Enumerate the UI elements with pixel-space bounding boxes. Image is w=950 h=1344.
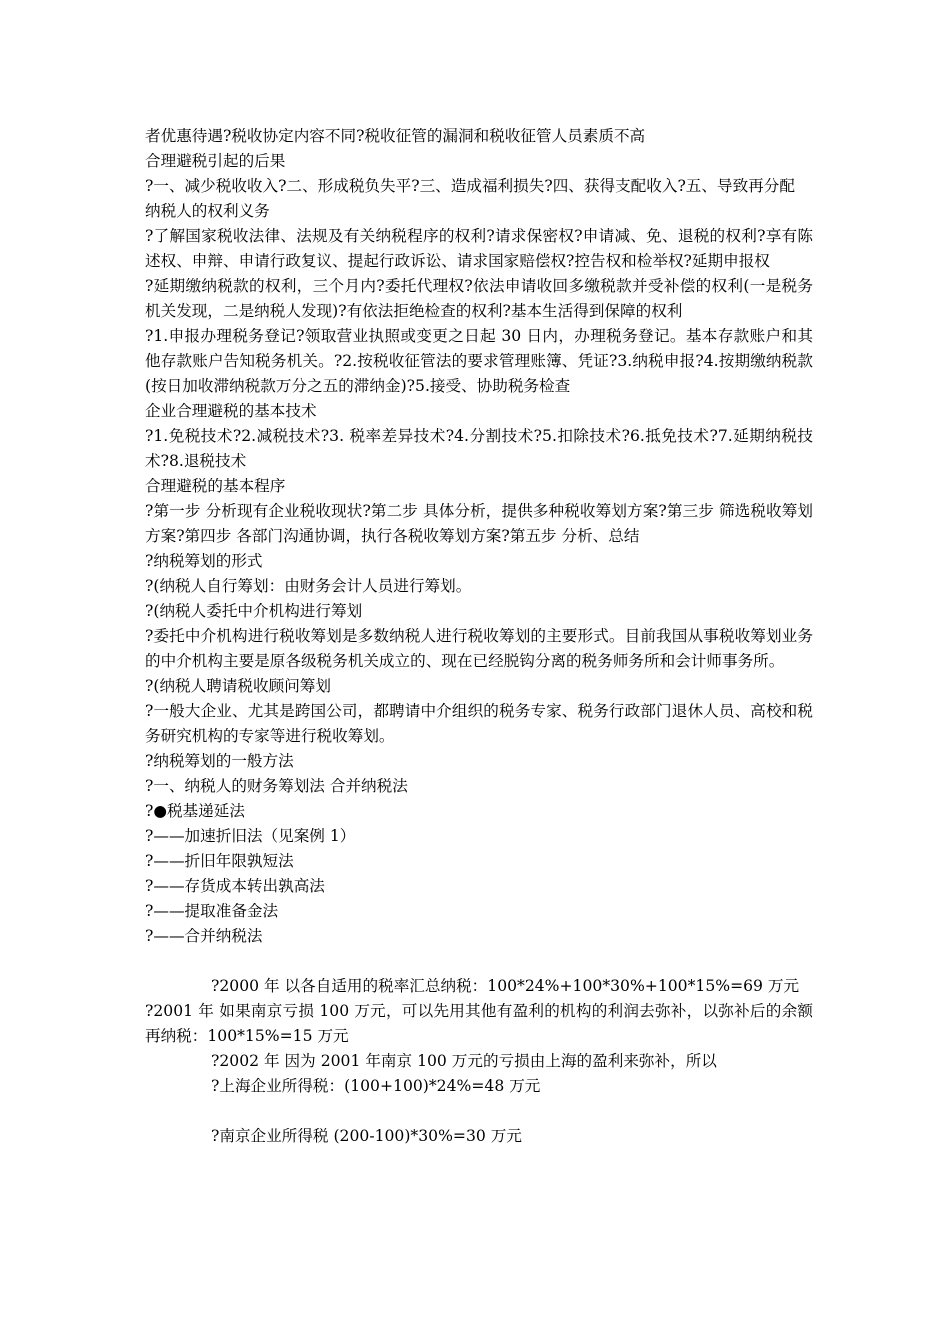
list-item: ?(纳税人委托中介机构进行筹划 [145,602,363,620]
section-heading: 企业合理避税的基本技术 [145,402,317,420]
paragraph: ?1.申报办理税务登记?领取营业执照或变更之日起 30 日内，办理税务登记。基本存款账户和其他存款账户告知税务机关。?2.按税收征管法的要求管理账簿、凭证?3.纳税申报?4.按期缴纳税款(按日加收滞纳税款万分之五的滞纳金)?5.接受、协助税务检查 [145,327,813,395]
list-item: ?(纳税人聘请税收顾问筹划 [145,677,331,695]
paragraph: ?一、减少税收收入?二、形成税负失平?三、造成福利损失?四、获得支配收入?五、导致再分配 [145,177,795,195]
list-item: ?——加速折旧法（见案例 1） [145,827,356,845]
list-item: ?——存货成本转出孰高法 [145,877,325,895]
list-item: ?——折旧年限孰短法 [145,852,294,870]
calculation-line: ?上海企业所得税：(100+100)*24%=48 万元 [211,1077,541,1095]
list-item: ?纳税筹划的形式 [145,552,263,570]
calculation-line: ?2000 年 以各自适用的税率汇总纳税：100*24%+100*30%+100*15%=69 万元 [211,977,800,995]
paragraph: ?委托中介机构进行税收筹划是多数纳税人进行税收筹划的主要形式。目前我国从事税收筹划业务的中介机构主要是原各级税务机关成立的、现在已经脱钩分离的税务师务所和会计师事务所。 [145,627,813,670]
list-item: ?●税基递延法 [145,802,245,820]
calculation-line: ?2001 年 如果南京亏损 100 万元，可以先用其他有盈利的机构的利润去弥补，以弥补后的余额再纳税：100*15%=15 万元 [145,1002,813,1045]
list-item: ?一、纳税人的财务筹划法 合并纳税法 [145,777,408,795]
paragraph: ?第一步 分析现有企业税收现状?第二步 具体分析，提供多种税收筹划方案?第三步 筛选税收筹划方案?第四步 各部门沟通协调，执行各税收筹划方案?第五步 分析、总结 [145,502,813,545]
calculation-line: ?南京企业所得税 (200-100)*30%=30 万元 [211,1127,522,1145]
paragraph: ?1.免税技术?2.减税技术?3. 税率差异技术?4.分割技术?5.扣除技术?6.抵免技术?7.延期纳税技术?8.退税技术 [145,427,813,470]
blank-line [145,1099,813,1124]
section-heading: 纳税人的权利义务 [145,202,270,220]
section-heading: 合理避税的基本程序 [145,477,286,495]
section-heading: 合理避税引起的后果 [145,152,286,170]
paragraph: ?了解国家税收法律、法规及有关纳税程序的权利?请求保密权?申请减、免、退税的权利?享有陈述权、申辩、申请行政复议、提起行政诉讼、请求国家赔偿权?控告权和检举权?延期申报权 [145,227,813,270]
calculation-line: ?2002 年 因为 2001 年南京 100 万元的亏损由上海的盈利来弥补，所以 [211,1052,717,1070]
list-item: ?——合并纳税法 [145,927,263,945]
paragraph: ?一般大企业、尤其是跨国公司，都聘请中介组织的税务专家、税务行政部门退休人员、高校和税务研究机构的专家等进行税收筹划。 [145,702,813,745]
document-body [145,124,813,1149]
list-item: ?(纳税人自行筹划：由财务会计人员进行筹划。 [145,577,472,595]
list-item: ?纳税筹划的一般方法 [145,752,294,770]
blank-line [145,949,813,974]
paragraph: ?延期缴纳税款的权利，三个月内?委托代理权?依法申请收回多缴税款并受补偿的权利(一是税务机关发现，二是纳税人发现)?有依法拒绝检查的权利?基本生活得到保障的权利 [145,277,813,320]
list-item: ?——提取准备金法 [145,902,279,920]
paragraph: 者优惠待遇?税收协定内容不同?税收征管的漏洞和税收征管人员素质不高 [145,127,646,145]
